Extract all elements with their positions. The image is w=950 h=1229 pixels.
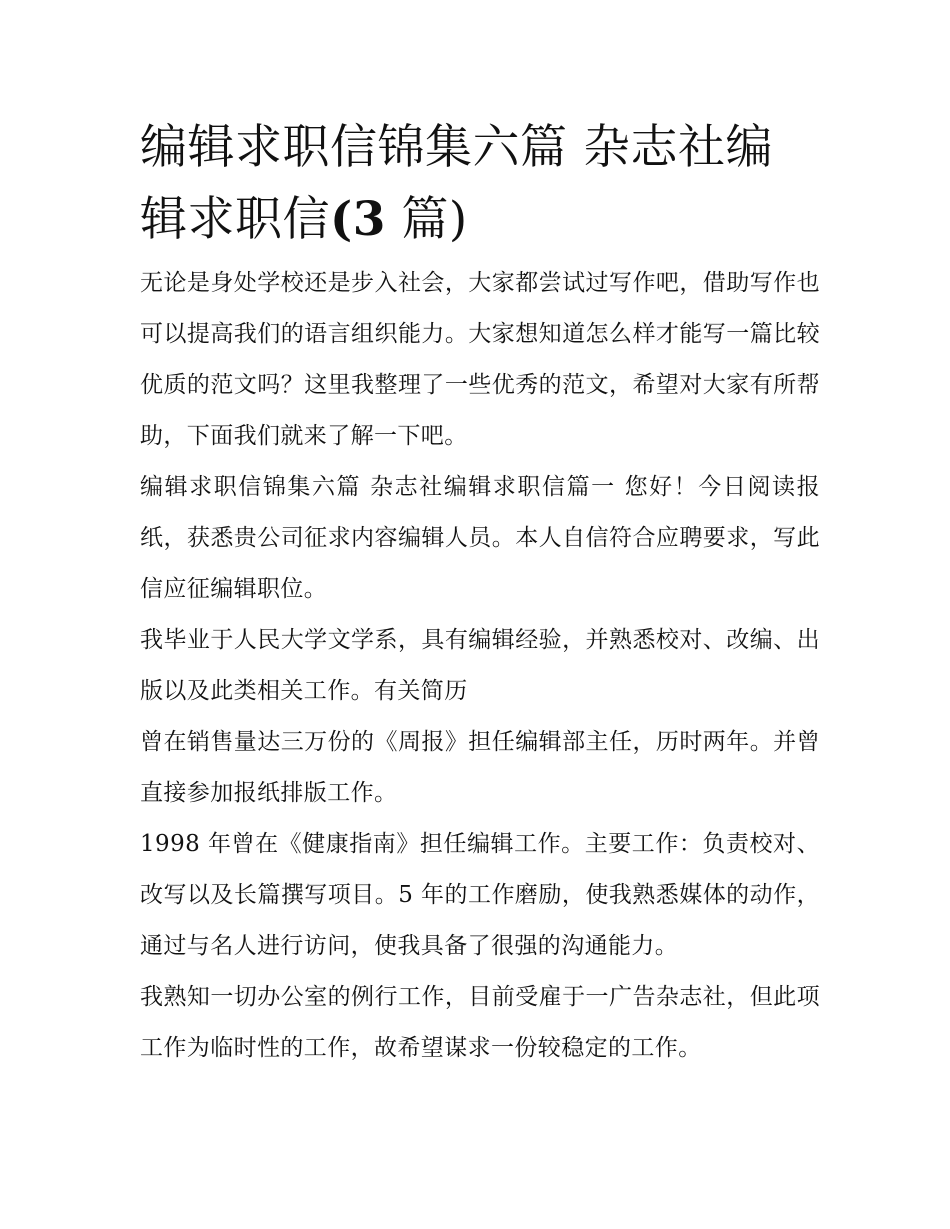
paragraph-experience-weekly: 曾在销售量达三万份的《周报》担任编辑部主任，历时两年。并曾直接参加报纸排版工作。: [140, 729, 820, 806]
title-text: 编辑求职信锦集六篇 杂志社编辑求职信: [140, 120, 773, 247]
document-page: [140, 112, 820, 1074]
paragraph-experience-health: 1998 年曾在《健康指南》担任编辑工作。主要工作：负责校对、改写以及长篇撰写项目。5 年的工作磨励，使我熟悉媒体的动作，通过与名人进行访问，使我具备了很强的沟通能力。: [140, 831, 820, 959]
paragraph-greeting: 编辑求职信锦集六篇 杂志社编辑求职信篇一 您好！今日阅读报纸，获悉贵公司征求内容编辑人员。本人自信符合应聘要求，写此信应征编辑职位。: [140, 474, 820, 602]
paragraph-education: 我毕业于人民大学文学系，具有编辑经验，并熟悉校对、改编、出版以及此类相关工作。有关简历: [140, 627, 820, 704]
paragraph-current-job: 我熟知一切办公室的例行工作，目前受雇于一广告杂志社，但此项工作为临时性的工作，故希望谋求一份较稳定的工作。: [140, 984, 820, 1061]
title-number: 3: [352, 192, 386, 247]
title-paren-open: (: [330, 192, 353, 247]
document-title: [140, 112, 820, 256]
paragraph-intro: 无论是身处学校还是步入社会，大家都尝试过写作吧，借助写作也可以提高我们的语言组织能力。大家想知道怎么样才能写一篇比较优质的范文吗？这里我整理了一些优秀的范文，希望对大家有所帮助，下面我们就来了解一下吧。: [140, 270, 820, 449]
title-suffix: 篇): [385, 192, 468, 247]
